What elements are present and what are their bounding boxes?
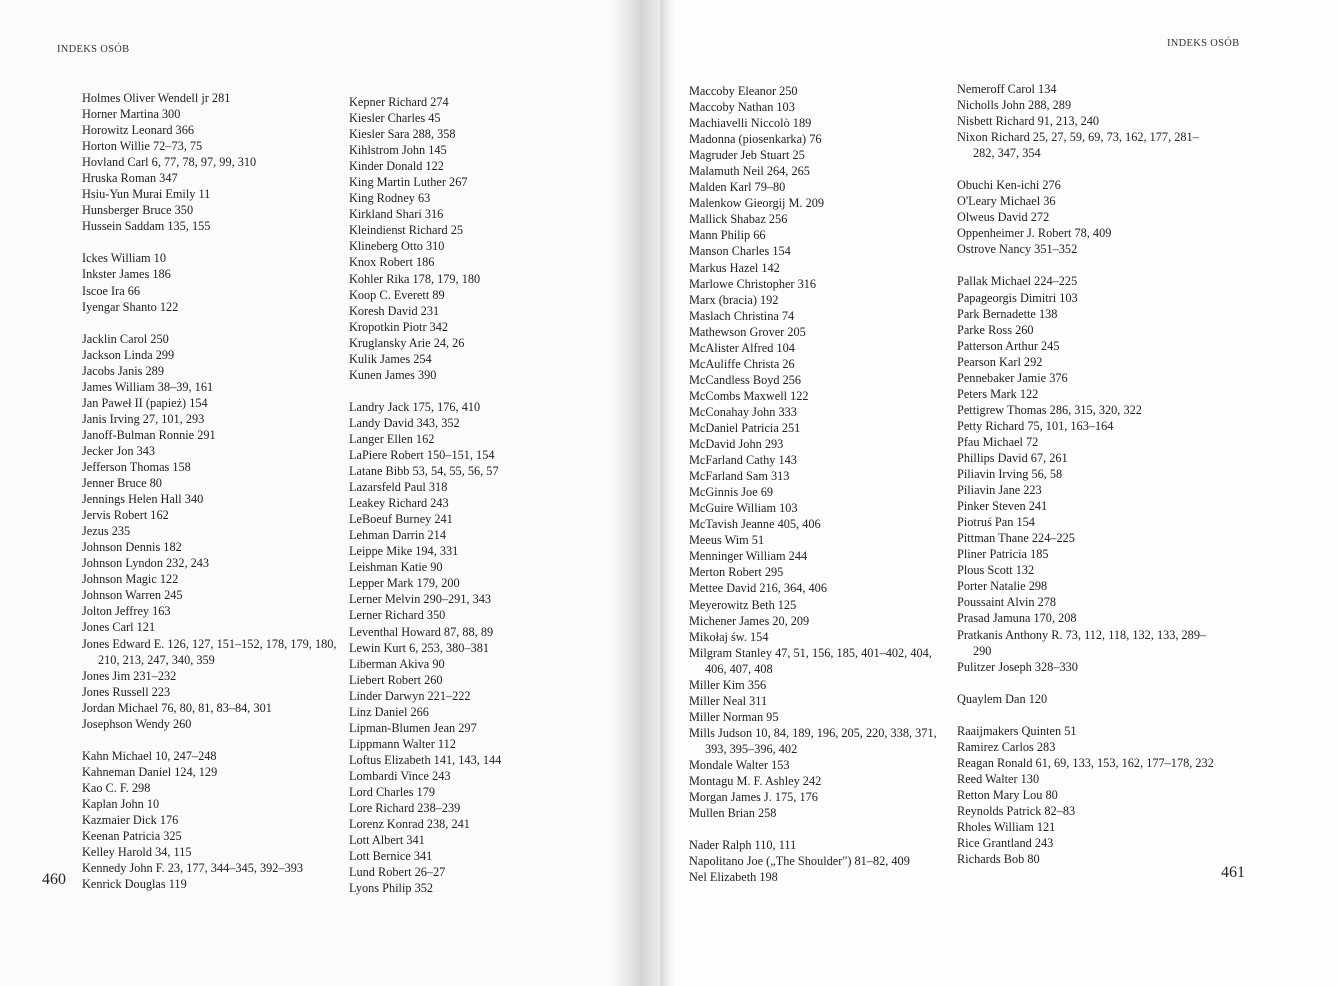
- index-entry: Kinder Donald 122: [349, 159, 444, 174]
- index-entry: Jennings Helen Hall 340: [82, 492, 204, 507]
- right-running-header: INDEKS OSÓB: [1167, 38, 1240, 49]
- index-entry: Malamuth Neil 264, 265: [689, 164, 810, 179]
- index-entry: Napolitano Joe („The Shoulder") 81–82, 409: [689, 854, 910, 869]
- index-entry: Kiesler Charles 45: [349, 111, 441, 126]
- index-entry: Machiavelli Niccolò 189: [689, 116, 812, 131]
- index-entry: Kruglansky Arie 24, 26: [349, 335, 465, 350]
- index-entry: Lerner Melvin 290–291, 343: [349, 592, 492, 607]
- left-index-column-2: [349, 94, 549, 896]
- index-entry: Keenan Patricia 325: [82, 829, 182, 844]
- index-entry: Kleindienst Richard 25: [349, 223, 464, 238]
- index-entry: O'Leary Michael 36: [957, 194, 1056, 209]
- index-entry: LaPiere Robert 150–151, 154: [349, 447, 495, 462]
- index-entry: Lund Robert 26–27: [349, 865, 446, 880]
- index-entry: Ostrove Nancy 351–352: [957, 242, 1078, 257]
- index-entry: Lombardi Vince 243: [349, 768, 451, 783]
- index-entry: Nader Ralph 110, 111: [689, 838, 797, 853]
- index-entry: Jefferson Thomas 158: [82, 459, 191, 474]
- index-entry: Jacklin Carol 250: [82, 331, 169, 346]
- index-entry: Horton Willie 72–73, 75: [82, 139, 203, 154]
- index-entry: Oppenheimer J. Robert 78, 409: [957, 226, 1112, 241]
- index-entry: Jezus 235: [82, 524, 131, 539]
- index-entry: McConahay John 333: [689, 404, 797, 419]
- index-entry: Meeus Wim 51: [689, 533, 765, 548]
- index-entry: Manson Charles 154: [689, 244, 791, 259]
- right-index-column-1: [689, 83, 951, 885]
- index-entry: Mallick Shabaz 256: [689, 212, 788, 227]
- index-entry: Hussein Saddam 135, 155: [82, 219, 211, 234]
- index-entry: Kennedy John F. 23, 177, 344–345, 392–393: [82, 861, 304, 876]
- index-entry: Kelley Harold 34, 115: [82, 845, 192, 860]
- index-entry: Kirkland Shari 316: [349, 207, 444, 222]
- index-entry: Pennebaker Jamie 376: [957, 370, 1068, 385]
- index-entry: Pittman Thane 224–225: [957, 531, 1075, 546]
- index-entry: Langer Ellen 162: [349, 431, 435, 446]
- index-entry: Jordan Michael 76, 80, 81, 83–84, 301: [82, 700, 272, 715]
- book-gutter-shadow-right: [660, 0, 674, 986]
- index-entry: Kropotkin Piotr 342: [349, 319, 449, 334]
- right-index-column-2: [957, 81, 1219, 867]
- index-entry: Leippe Mike 194, 331: [349, 544, 459, 559]
- index-entry: Holmes Oliver Wendell jr 281: [82, 91, 231, 105]
- index-entry: Miller Neal 311: [689, 693, 768, 708]
- index-entry: Mills Judson 10, 84, 189, 196, 205, 220, 338, 371, 393, 395–396, 402: [689, 725, 937, 756]
- index-entry: Miller Norman 95: [689, 709, 779, 724]
- index-entry: Horowitz Leonard 366: [82, 123, 195, 138]
- index-entry: Kunen James 390: [349, 367, 437, 382]
- index-entry: Hsiu-Yun Murai Emily 11: [82, 187, 211, 202]
- index-entry: Kao C. F. 298: [82, 780, 151, 795]
- index-entry: Lippmann Walter 112: [349, 736, 456, 751]
- right-page-number: 461: [1221, 864, 1245, 881]
- index-entry: Nisbett Richard 91, 213, 240: [957, 114, 1100, 129]
- index-entry: Kenrick Douglas 119: [82, 877, 187, 892]
- index-entry: Josephson Wendy 260: [82, 716, 192, 731]
- index-entry: Poussaint Alvin 278: [957, 595, 1057, 610]
- index-entry: Obuchi Ken-ichi 276: [957, 178, 1061, 193]
- index-entry: Latane Bibb 53, 54, 55, 56, 57: [349, 464, 499, 479]
- letter-group-spacer: [957, 675, 1219, 691]
- index-entry: Iscoe Ira 66: [82, 283, 141, 298]
- index-entry: Pfau Michael 72: [957, 434, 1039, 449]
- index-entry: Lehman Darrin 214: [349, 528, 446, 543]
- index-entry: Hunsberger Bruce 350: [82, 203, 194, 218]
- index-entry: Iyengar Shanto 122: [82, 299, 179, 314]
- index-entry: Piliavin Irving 56, 58: [957, 467, 1063, 482]
- index-entry: Johnson Lyndon 232, 243: [82, 556, 210, 571]
- index-entry: Jones Russell 223: [82, 684, 171, 699]
- left-running-header: INDEKS OSÓB: [57, 44, 130, 55]
- index-entry: Maslach Christina 74: [689, 308, 795, 323]
- index-entry: McDavid John 293: [689, 437, 784, 452]
- index-entry: Pulitzer Joseph 328–330: [957, 659, 1078, 674]
- index-entry: Lipman-Blumen Jean 297: [349, 720, 477, 735]
- index-entry: Mann Philip 66: [689, 228, 766, 243]
- index-entry: Maccoby Eleanor 250: [689, 84, 798, 98]
- index-entry: Loftus Elizabeth 141, 143, 144: [349, 752, 502, 767]
- index-entry: McAuliffe Christa 26: [689, 356, 795, 371]
- index-entry: Morgan James J. 175, 176: [689, 790, 818, 805]
- index-entry: Pratkanis Anthony R. 73, 112, 118, 132, 133, 289–290: [957, 627, 1207, 658]
- index-entry: Montagu M. F. Ashley 242: [689, 774, 822, 789]
- letter-group-spacer: [349, 383, 549, 399]
- index-entry: Pettigrew Thomas 286, 315, 320, 322: [957, 402, 1142, 417]
- letter-group-spacer: [957, 257, 1219, 273]
- index-entry: Richards Bob 80: [957, 852, 1040, 867]
- index-entry: McCandless Boyd 256: [689, 372, 802, 387]
- index-entry: Phillips David 67, 261: [957, 450, 1068, 465]
- left-page-number: 460: [42, 871, 66, 888]
- index-entry: Jan Paweł II (papież) 154: [82, 395, 208, 410]
- index-entry: Rholes William 121: [957, 819, 1056, 834]
- index-entry: Jenner Bruce 80: [82, 476, 162, 491]
- index-entry: Piotruś Pan 154: [957, 515, 1035, 530]
- index-entry: Patterson Arthur 245: [957, 338, 1060, 353]
- index-entry: Rice Grantland 243: [957, 836, 1054, 851]
- index-entry: McDaniel Patricia 251: [689, 420, 801, 435]
- index-entry: Madonna (piosenkarka) 76: [689, 132, 822, 147]
- index-entry: Lyons Philip 352: [349, 881, 434, 896]
- index-entry: Leakey Richard 243: [349, 496, 449, 511]
- index-entry: Markus Hazel 142: [689, 260, 780, 275]
- index-entry: Ickes William 10: [82, 251, 166, 266]
- index-entry: Retton Mary Lou 80: [957, 787, 1058, 802]
- index-entry: Lott Bernice 341: [349, 849, 433, 864]
- index-entry: Mikołaj św. 154: [689, 629, 769, 644]
- index-entry: Nixon Richard 25, 27, 59, 69, 73, 162, 177, 281–282, 347, 354: [957, 130, 1199, 161]
- index-entry: McCombs Maxwell 122: [689, 388, 809, 403]
- index-entry: Magruder Jeb Stuart 25: [689, 148, 805, 163]
- index-entry: Pinker Steven 241: [957, 499, 1048, 514]
- index-entry: Reagan Ronald 61, 69, 133, 153, 162, 177–178, 232: [957, 755, 1214, 770]
- index-entry: Nicholls John 288, 289: [957, 98, 1072, 113]
- index-entry: Kazmaier Dick 176: [82, 812, 179, 827]
- index-entry: Marlowe Christopher 316: [689, 276, 817, 291]
- index-entry: Jacobs Janis 289: [82, 363, 164, 378]
- index-entry: McTavish Jeanne 405, 406: [689, 517, 821, 532]
- index-entry: Mathewson Grover 205: [689, 324, 806, 339]
- index-entry: Hovland Carl 6, 77, 78, 97, 99, 310: [82, 155, 257, 170]
- index-entry: Horner Martina 300: [82, 107, 181, 122]
- letter-group-spacer: [957, 707, 1219, 723]
- index-entry: Petty Richard 75, 101, 163–164: [957, 418, 1114, 433]
- index-entry: Klineberg Otto 310: [349, 239, 445, 254]
- index-entry: Leishman Katie 90: [349, 560, 443, 575]
- index-entry: Mullen Brian 258: [689, 806, 777, 821]
- index-entry: Lott Albert 341: [349, 833, 425, 848]
- index-entry: Plous Scott 132: [957, 563, 1035, 578]
- index-entry: Quaylem Dan 120: [957, 691, 1048, 706]
- index-entry: Milgram Stanley 47, 51, 156, 185, 401–402, 404, 406, 407, 408: [689, 645, 932, 676]
- index-entry: Meyerowitz Beth 125: [689, 597, 797, 612]
- index-entry: McGuire William 103: [689, 501, 798, 516]
- index-entry: Hruska Roman 347: [82, 171, 178, 186]
- index-entry: Nel Elizabeth 198: [689, 870, 778, 885]
- index-entry: Liebert Robert 260: [349, 672, 443, 687]
- index-entry: Reynolds Patrick 82–83: [957, 803, 1076, 818]
- index-entry: Maccoby Nathan 103: [689, 100, 795, 115]
- index-entry: James William 38–39, 161: [82, 379, 214, 394]
- index-entry: Nemeroff Carol 134: [957, 82, 1057, 96]
- index-entry: Raaijmakers Quinten 51: [957, 723, 1077, 738]
- index-entry: Kaplan John 10: [82, 796, 160, 811]
- index-entry: Jolton Jeffrey 163: [82, 604, 171, 619]
- index-entry: Malden Karl 79–80: [689, 180, 786, 195]
- index-entry: Malenkow Gieorgij M. 209: [689, 196, 825, 211]
- index-entry: McGinnis Joe 69: [689, 485, 774, 500]
- index-entry: Linz Daniel 266: [349, 704, 429, 719]
- index-entry: McFarland Cathy 143: [689, 453, 797, 468]
- index-entry: Olweus David 272: [957, 210, 1050, 225]
- index-entry: Reed Walter 130: [957, 771, 1040, 786]
- index-entry: Janis Irving 27, 101, 293: [82, 411, 205, 426]
- index-entry: Lepper Mark 179, 200: [349, 576, 460, 591]
- letter-group-spacer: [957, 161, 1219, 177]
- index-entry: King Rodney 63: [349, 191, 431, 206]
- index-entry: Lore Richard 238–239: [349, 801, 461, 816]
- index-entry: Miller Kim 356: [689, 677, 767, 692]
- index-entry: Johnson Dennis 182: [82, 540, 182, 555]
- index-entry: Kahneman Daniel 124, 129: [82, 764, 218, 779]
- index-entry: Lord Charles 179: [349, 784, 436, 799]
- index-entry: Prasad Jamuna 170, 208: [957, 611, 1077, 626]
- index-entry: Marx (bracia) 192: [689, 292, 779, 307]
- index-entry: Jones Edward E. 126, 127, 151–152, 178, 179, 180, 210, 213, 247, 340, 359: [82, 636, 337, 667]
- index-entry: Kiesler Sara 288, 358: [349, 127, 456, 142]
- index-entry: Parke Ross 260: [957, 322, 1034, 337]
- index-entry: Johnson Magic 122: [82, 572, 179, 587]
- index-entry: Pearson Karl 292: [957, 354, 1043, 369]
- index-entry: Kepner Richard 274: [349, 95, 449, 109]
- index-entry: Inkster James 186: [82, 267, 171, 282]
- index-entry: McAlister Alfred 104: [689, 340, 795, 355]
- index-entry: Mondale Walter 153: [689, 757, 790, 772]
- index-entry: Ramirez Carlos 283: [957, 739, 1056, 754]
- index-entry: Park Bernadette 138: [957, 306, 1058, 321]
- letter-group-spacer: [82, 234, 344, 250]
- index-entry: Landy David 343, 352: [349, 415, 460, 430]
- index-entry: Mettee David 216, 364, 406: [689, 581, 827, 596]
- index-entry: Jones Jim 231–232: [82, 668, 177, 683]
- letter-group-spacer: [82, 315, 344, 331]
- index-entry: Merton Robert 295: [689, 565, 784, 580]
- index-entry: Lazarsfeld Paul 318: [349, 480, 448, 495]
- index-entry: McFarland Sam 313: [689, 469, 790, 484]
- index-entry: Knox Robert 186: [349, 255, 435, 270]
- index-entry: Lerner Richard 350: [349, 608, 446, 623]
- index-entry: Leventhal Howard 87, 88, 89: [349, 624, 494, 639]
- index-entry: Janoff-Bulman Ronnie 291: [82, 427, 216, 442]
- index-entry: Johnson Warren 245: [82, 588, 183, 603]
- index-entry: Koop C. Everett 89: [349, 287, 445, 302]
- index-entry: Liberman Akiva 90: [349, 656, 445, 671]
- letter-group-spacer: [689, 821, 951, 837]
- index-entry: Kihlstrom John 145: [349, 143, 447, 158]
- index-entry: Piliavin Jane 223: [957, 483, 1042, 498]
- index-entry: Michener James 20, 209: [689, 613, 810, 628]
- index-entry: Lorenz Konrad 238, 241: [349, 817, 470, 832]
- index-entry: LeBoeuf Burney 241: [349, 512, 453, 527]
- index-entry: King Martin Luther 267: [349, 175, 468, 190]
- index-entry: Jervis Robert 162: [82, 508, 169, 523]
- index-entry: Kahn Michael 10, 247–248: [82, 748, 217, 763]
- index-entry: Menninger William 244: [689, 549, 808, 564]
- letter-group-spacer: [82, 732, 344, 748]
- index-entry: Kulik James 254: [349, 351, 432, 366]
- index-entry: Linder Darwyn 221–222: [349, 688, 471, 703]
- index-entry: Koresh David 231: [349, 303, 440, 318]
- index-entry: Kohler Rika 178, 179, 180: [349, 271, 481, 286]
- index-entry: Papageorgis Dimitri 103: [957, 290, 1078, 305]
- index-entry: Pallak Michael 224–225: [957, 274, 1078, 289]
- index-entry: Lewin Kurt 6, 253, 380–381: [349, 640, 490, 655]
- index-entry: Jackson Linda 299: [82, 347, 175, 362]
- index-entry: Landry Jack 175, 176, 410: [349, 399, 481, 414]
- index-entry: Peters Mark 122: [957, 386, 1039, 401]
- index-entry: Pliner Patricia 185: [957, 547, 1049, 562]
- left-index-column-1: [82, 90, 344, 892]
- index-entry: Porter Natalie 298: [957, 579, 1048, 594]
- index-entry: Jones Carl 121: [82, 620, 156, 635]
- index-entry: Jecker Jon 343: [82, 443, 156, 458]
- book-gutter-shadow: [612, 0, 660, 986]
